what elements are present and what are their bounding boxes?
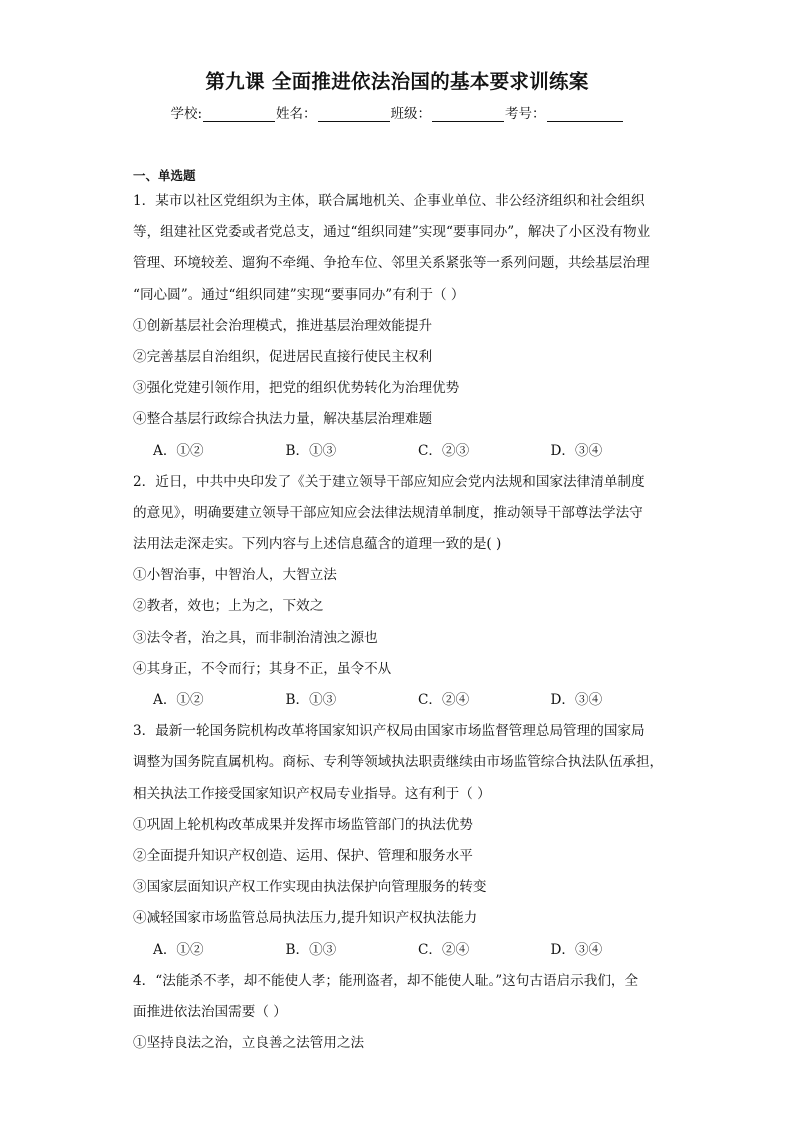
choice-b[interactable]: B．①③ — [285, 692, 337, 708]
question-stem-line: 法用法走深走实。下列内容与上述信息蕴含的道理一致的是( ) — [133, 536, 502, 553]
answer-choices — [133, 685, 663, 716]
question-2 — [133, 467, 663, 717]
statement-option: ②完善基层自治组织，促进居民直接行使民主权利 — [133, 348, 433, 365]
choice-d[interactable]: D．③④ — [550, 941, 603, 958]
question-stem-line: 相关执法工作接受国家知识产权局专业指导。这有利于（ ） — [133, 785, 491, 802]
question-stem-line: 面推进依法治国需要（ ） — [133, 1003, 287, 1020]
choice-b[interactable]: B．①③ — [285, 941, 337, 958]
section-heading: 一、单选题 — [133, 168, 196, 183]
question-stem-line: 调整为国务院直属机构。商标、专利等领域执法职责继续由市场监管综合执法队伍承担， — [133, 754, 664, 771]
student-info-row — [0, 102, 794, 122]
question-1 — [133, 186, 663, 467]
exam-number-label: 考号： — [505, 106, 546, 122]
class-blank[interactable] — [432, 107, 504, 122]
question-stem-line: 的意见》，明确要建立领导干部应知应会法律法规清单制度，推动领导干部尊法学法守 — [133, 504, 643, 521]
question-stem-line: 4．“法能杀不孝，却不能使人孝；能刑盗者，却不能使人耻。”这句古语启示我们，全 — [133, 972, 639, 989]
choice-d[interactable]: D．③④ — [550, 692, 603, 708]
question-stem-line: 3．最新一轮国务院机构改革将国家知识产权局由国家市场监督管理总局管理的国家局 — [133, 723, 645, 740]
school-label: 学校: — [170, 106, 203, 122]
answer-choices — [133, 935, 663, 966]
statement-option: ①创新基层社会治理模式，推进基层治理效能提升 — [133, 317, 433, 334]
question-3 — [133, 716, 663, 966]
question-stem-line: 2．近日，中共中央印发了《关于建立领导干部应知应会党内法规和国家法律清单制度 — [133, 473, 645, 490]
answer-choices — [133, 436, 663, 467]
choice-c[interactable]: C．②④ — [418, 941, 470, 958]
statement-option: ③法令者，治之具，而非制治清浊之源也 — [133, 629, 378, 646]
question-stem-line: 管理、环境较差、遛狗不牵绳、争抢车位、邻里关系紧张等一系列问题，共绘基层治理 — [133, 255, 650, 272]
page-title: 第九课 全面推进依法治国的基本要求训练案 — [205, 70, 589, 93]
statement-option: ②全面提升知识产权创造、运用、保护、管理和服务水平 — [133, 847, 473, 864]
name-label: 姓名： — [276, 106, 317, 122]
class-label: 班级： — [390, 106, 432, 122]
statement-option: ①坚持良法之治，立良善之法管用之法 — [133, 1035, 365, 1052]
statement-option: ③国家层面知识产权工作实现由执法保护向管理服务的转变 — [133, 879, 487, 896]
question-stem-line: 等，组建社区党委或者党总支，通过“组织同建”实现“要事同办”，解决了小区没有物业 — [133, 224, 651, 241]
choice-a[interactable]: A．①② — [153, 442, 204, 459]
exam-number-field — [505, 102, 624, 122]
choice-a[interactable]: A．①② — [153, 941, 204, 958]
choice-c[interactable]: C．②③ — [418, 442, 470, 459]
question-4 — [133, 966, 663, 1060]
statement-option: ②教者，效也；上为之，下效之 — [133, 598, 324, 615]
choice-c[interactable]: C．②④ — [418, 692, 470, 708]
question-list — [133, 186, 663, 1059]
question-stem-line: “同心圆”。通过“组织同建”实现“要事同办”有利于（ ） — [133, 286, 465, 303]
statement-option: ④整合基层行政综合执法力量，解决基层治理难题 — [133, 411, 433, 428]
school-field — [170, 102, 276, 122]
statement-option: ①小智治事，中智治人，大智立法 — [133, 567, 337, 584]
choice-d[interactable]: D．③④ — [550, 442, 603, 459]
choice-b[interactable]: B．①③ — [285, 442, 337, 459]
name-field — [276, 102, 391, 122]
statement-option: ①巩固上轮机构改革成果并发挥市场监管部门的执法优势 — [133, 816, 473, 833]
class-field — [391, 102, 506, 122]
choice-a[interactable]: A．①② — [153, 692, 204, 708]
statement-option: ④减轻国家市场监管总局执法压力,提升知识产权执法能力 — [133, 910, 478, 927]
school-blank[interactable] — [203, 107, 275, 122]
question-stem-line: 1．某市以社区党组织为主体，联合属地机关、企事业单位、非公经济组织和社会组织 — [133, 193, 645, 209]
exam-number-blank[interactable] — [547, 107, 623, 122]
name-blank[interactable] — [318, 107, 390, 122]
statement-option: ③强化党建引领作用，把党的组织优势转化为治理优势 — [133, 380, 460, 397]
statement-option: ④其身正，不令而行；其身不正，虽令不从 — [133, 660, 392, 677]
